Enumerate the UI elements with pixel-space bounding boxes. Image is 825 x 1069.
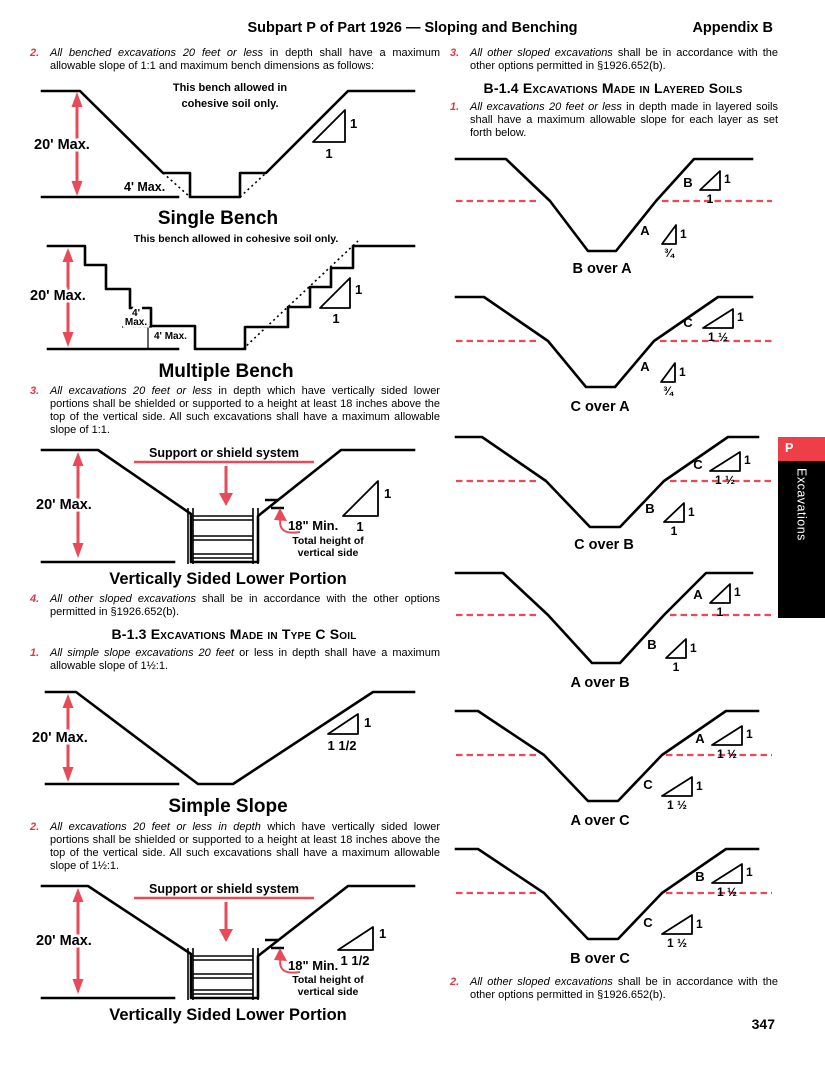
excavation-profile	[46, 692, 414, 784]
page-title: Subpart P of Part 1926 — Sloping and Benching	[247, 20, 578, 36]
shield-system	[188, 508, 258, 564]
lower-run-label: ¾	[662, 383, 674, 398]
item-number: 2.	[450, 975, 460, 988]
depth-label: 20' Max.	[30, 287, 86, 304]
upper-soil-label: B	[683, 174, 693, 190]
item-lead: All simple slope excavations 20 feet	[50, 646, 235, 659]
tab-section	[778, 461, 825, 618]
single-bench-diagram	[28, 78, 426, 230]
upper-run-label: 1 ½	[707, 329, 729, 344]
left-column	[28, 44, 440, 1026]
upper-run-label: 1	[716, 604, 724, 619]
item-b14-1	[448, 101, 778, 140]
lower-run-label: 1 ½	[666, 797, 688, 812]
item-b12-3	[28, 385, 440, 437]
upper-rise-label: 1	[744, 452, 751, 467]
cohesive-note-line1: This bench allowed in	[172, 81, 288, 94]
upper-slope-triangle	[700, 171, 720, 190]
support-label: Support or shield system	[148, 881, 300, 896]
item-number: 3.	[30, 384, 40, 397]
slope-rise-label: 1	[355, 281, 363, 297]
item-b13-2	[28, 821, 440, 873]
lower-soil-label: A	[640, 358, 650, 374]
item-lead: All other sloped excavations	[50, 592, 196, 605]
total-height-line2: vertical side	[297, 546, 359, 559]
layered-diagram-b-over-a	[448, 145, 778, 283]
diagram-caption: C over B	[574, 536, 634, 553]
lower-run-label: ¾	[663, 245, 675, 260]
lower-slope-triangle	[666, 639, 686, 658]
section-heading-b14: B-1.4 Excavations Made in Layered Soils	[483, 79, 743, 96]
total-height-line1: Total height of	[292, 534, 364, 547]
upper-soil-label: B	[695, 868, 705, 884]
bench-upper-label-2: Max.	[124, 316, 148, 328]
item-lead: All excavations 20 feet or less in depth	[50, 820, 261, 833]
item-number: 2.	[30, 47, 40, 59]
diagram-caption: B over A	[572, 260, 632, 277]
upper-rise-label: 1	[734, 584, 741, 599]
total-height-line2: vertical side	[297, 985, 359, 998]
lower-run-label: 1	[672, 659, 680, 674]
slope-triangle	[338, 927, 373, 950]
lower-soil-label: A	[640, 222, 650, 238]
slope-rise-label: 1	[379, 925, 387, 941]
lower-rise-label: 1	[679, 364, 686, 379]
appendix-label: Appendix B	[692, 20, 773, 36]
lower-run-label: 1	[670, 523, 678, 538]
support-pointer	[134, 462, 314, 506]
slope-triangle	[328, 714, 358, 734]
upper-slope-triangle	[712, 726, 742, 745]
tab-letter: P	[778, 437, 825, 461]
lower-soil-label: C	[643, 914, 653, 930]
slope-triangle	[343, 481, 378, 516]
item-number: 3.	[450, 47, 460, 59]
diagram-caption: Vertically Sided Lower Portion	[109, 569, 347, 588]
upper-run-label: 1	[706, 191, 714, 206]
item-lead: All benched excavations 20 feet or less	[50, 47, 264, 59]
item-lead: All other sloped excavations	[470, 47, 613, 59]
item-rest: or less in depth shall have a maximum allowable slope of 1½:1.	[50, 646, 440, 672]
support-label: Support or shield system	[148, 445, 300, 460]
upper-run-label: 1 ½	[716, 746, 738, 761]
depth-label: 20' Max.	[32, 729, 88, 746]
upper-soil-label: C	[683, 314, 693, 330]
cohesive-note: This bench allowed in cohesive soil only.	[133, 232, 339, 245]
item-b12-2	[28, 47, 440, 73]
upper-slope-triangle	[710, 584, 730, 603]
item-number: 1.	[450, 100, 460, 113]
upper-slope-triangle	[710, 452, 740, 471]
layered-diagram-a-over-c	[448, 697, 778, 835]
item-number: 2.	[30, 820, 40, 833]
slope-run-label: 1	[332, 310, 340, 326]
diagram-caption: Vertically Sided Lower Portion	[109, 1005, 347, 1024]
diagram-caption: A over B	[570, 674, 630, 691]
layered-diagram-c-over-a	[448, 283, 778, 421]
item-rest: which have vertically sided lower portions shall be shielded or supported to a height at least 18 inches above the top of the vertical side. All such excavations shall have a maximum allowable slope of 1½:1.	[50, 820, 440, 872]
diagram-caption: Simple Slope	[168, 795, 288, 817]
slope-triangle	[320, 278, 350, 308]
lower-soil-label: B	[647, 636, 657, 652]
right-column	[448, 44, 778, 1007]
bench-label: 4' Max.	[124, 179, 166, 194]
upper-soil-label: A	[695, 730, 705, 746]
lower-run-label: 1 ½	[666, 935, 688, 950]
depth-label: 20' Max.	[36, 932, 92, 949]
depth-label: 20' Max.	[36, 496, 92, 513]
upper-slope-triangle	[703, 309, 733, 328]
lower-slope-triangle	[662, 225, 676, 244]
upper-slope-triangle	[712, 864, 742, 883]
min-depth-label: 18" Min.	[288, 517, 339, 533]
item-rest: shall be in accordance with the other options permitted in §1926.652(b).	[470, 975, 778, 1001]
slope-rise-label: 1	[350, 115, 358, 131]
shield-system	[188, 948, 258, 1000]
lower-rise-label: 1	[680, 226, 687, 241]
upper-rise-label: 1	[746, 864, 753, 879]
total-height-line1: Total height of	[292, 973, 364, 986]
item-rest: shall be in accordance with the other options permitted in §1926.652(b).	[470, 47, 778, 72]
layered-diagram-b-over-c	[448, 835, 778, 973]
lower-slope-triangle	[664, 503, 684, 522]
lower-soil-label: B	[645, 500, 655, 516]
bench-upper-label-1: 4'	[132, 307, 140, 319]
item-b14-2	[448, 976, 778, 1002]
item-rest: in depth made in layered soils shall have a maximum allowable slope for each layer as set forth below.	[470, 100, 778, 139]
cohesive-note-line2: cohesive soil only.	[181, 97, 279, 110]
slope-rise-label: 1	[364, 714, 372, 730]
slope-run-label: 1	[325, 145, 333, 161]
diagram-caption: Single Bench	[157, 207, 279, 229]
item-b13-3	[448, 47, 778, 73]
item-b13-1	[28, 647, 440, 673]
lower-soil-label: C	[643, 776, 653, 792]
simple-slope-diagram	[28, 678, 426, 818]
lower-rise-label: 1	[696, 778, 703, 793]
edge-index-tab	[778, 437, 825, 618]
lower-rise-label: 1	[690, 640, 697, 655]
upper-rise-label: 1	[724, 171, 731, 186]
tab-section-label: Excavations	[794, 468, 809, 541]
item-lead: All excavations 20 feet or less	[470, 100, 622, 113]
diagram-caption: B over C	[570, 950, 630, 967]
slope-run-label: 1	[356, 518, 364, 534]
item-number: 1.	[30, 646, 40, 659]
excavation-profile	[456, 573, 772, 663]
diagram-caption: Multiple Bench	[158, 360, 294, 382]
slope-rise-label: 1	[384, 485, 392, 501]
lower-slope-triangle	[662, 915, 692, 934]
min-depth-label: 18" Min.	[288, 957, 339, 973]
upper-run-label: 1 ½	[716, 884, 738, 899]
layered-diagram-a-over-b	[448, 559, 778, 697]
slope-triangle	[313, 110, 345, 142]
item-lead: All other sloped excavations	[470, 975, 613, 988]
upper-soil-label: A	[693, 586, 703, 602]
item-rest: shall be in accordance with the other options permitted in §1926.652(b).	[50, 592, 441, 618]
diagram-caption: C over A	[570, 398, 630, 415]
upper-soil-label: C	[693, 456, 703, 472]
item-rest: in depth shall have a maximum allowable slope of 1:1 and maximum bench dimensions as follows:	[50, 47, 441, 72]
item-b12-4	[28, 593, 440, 619]
multiple-bench-diagram	[28, 230, 426, 382]
lower-rise-label: 1	[688, 504, 695, 519]
section-heading-b13: B-1.3 Excavations Made in Type C Soil	[111, 625, 357, 642]
upper-rise-label: 1	[737, 309, 744, 324]
bench-lower-label: 4' Max.	[154, 330, 187, 342]
slope-run-label: 1 1/2	[327, 737, 357, 753]
slope-run-label: 1 1/2	[340, 952, 370, 968]
upper-run-label: 1 ½	[714, 472, 736, 487]
layered-diagram-c-over-b	[448, 421, 778, 559]
lower-slope-triangle	[662, 777, 692, 796]
depth-label: 20' Max.	[34, 136, 90, 153]
upper-rise-label: 1	[746, 726, 753, 741]
item-number: 4.	[30, 592, 40, 605]
page-number: 347	[751, 1016, 775, 1032]
lower-slope-triangle	[661, 363, 675, 382]
item-rest: in depth which have vertically sided lower portions shall be shielded or supported to a height at least 18 inches above the top of the vertical side. All such excavations shall have a maximum allowable slope of 1:1.	[50, 384, 440, 436]
item-lead: All excavations 20 feet or less	[50, 384, 213, 397]
diagram-caption: A over C	[570, 812, 630, 829]
lower-rise-label: 1	[696, 916, 703, 931]
vertically-sided-diagram-1	[28, 442, 426, 590]
vertically-sided-diagram-2	[28, 878, 426, 1026]
